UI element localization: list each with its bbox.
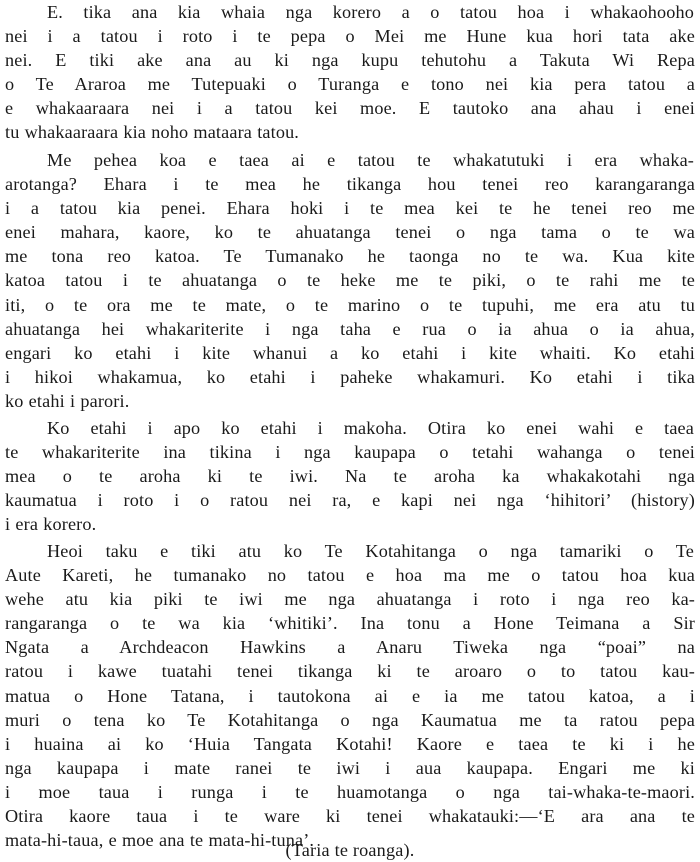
text-line: i a tatou kia penei. Ehara hoki i te mea kei te he tenei reo me bbox=[5, 198, 695, 219]
continuation-note: (Taria te roanga). bbox=[285, 840, 415, 860]
text-line: me tona reo katoa. Te Tumanako he taonga no te wa. Kua kite bbox=[5, 246, 695, 267]
text-line: ko etahi i parori. bbox=[5, 390, 130, 411]
text-line: mata-hi-taua, e moe ana te mata-hi-tuna’. bbox=[5, 830, 315, 851]
text-line: Ngata a Archdeacon Hawkins a Anaru Tiweka nga “poai” na bbox=[5, 637, 695, 658]
text-line: i moe taua i runga i te huamotanga o nga tai-whaka-te-maori. bbox=[5, 781, 695, 802]
text-line: engari ko etahi i kite whanui a ko etahi i kite whaiti. Ko etahi bbox=[5, 342, 695, 363]
text-line: nga kaupapa i mate ranei te iwi i aua kaupapa. Engari me ki bbox=[5, 757, 695, 778]
text-line: Otira kaore taua i te ware ki tenei whakatauki:—‘E ara ana te bbox=[5, 806, 695, 827]
text-line: E. tika ana kia whaia nga korero a o tatou hoa i whakaohooho bbox=[47, 2, 694, 22]
text-line: Aute Kareti, he tumanako no tatou e hoa ma me o tatou hoa kua bbox=[5, 565, 695, 586]
text-line: mea o te aroha ki te iwi. Na te aroha ka whakakotahi nga bbox=[5, 466, 695, 487]
text-line: i hikoi whakamua, ko etahi i paheke whakamuri. Ko etahi i tika bbox=[5, 366, 695, 387]
text-line: nei i a tatou i roto i te pepa o Mei me Hune kua hori tata ake bbox=[5, 26, 695, 47]
text-line: arotanga? Ehara i te mea he tikanga hou tenei reo karangaranga bbox=[5, 174, 695, 195]
paragraph-1 bbox=[0, 0, 700, 145]
text-line: ahuatanga hei whakariterite i nga taha e rua o ia ahua o ia ahua, bbox=[5, 318, 695, 339]
text-line: te whakariterite ina tikina i nga kaupapa o tetahi wahanga o tenei bbox=[5, 442, 695, 463]
text-line: kaumatua i roto i o ratou nei ra, e kapi nei nga ‘hihitori’ (history) bbox=[5, 490, 695, 511]
text-line: Ko etahi i apo ko etahi i makoha. Otira ko enei wahi e taea bbox=[47, 418, 694, 438]
text-line: wehe atu kia piki te iwi me nga ahuatanga i roto i nga reo ka- bbox=[5, 589, 695, 610]
text-line: katoa tatou i te ahuatanga o te heke me te piki, o te rahi me te bbox=[5, 270, 695, 291]
text-line: rangaranga o te wa kia ‘whitiki’. Ina tonu a Hone Teimana a Sir bbox=[5, 613, 695, 634]
text-line: tu whakaaraara kia noho mataara tatou. bbox=[5, 122, 300, 143]
paragraph-4 bbox=[0, 539, 700, 852]
text-line: muri o tena ko Te Kotahitanga o nga Kaumatua me ta ratou pepa bbox=[5, 709, 695, 730]
text-line: matua o Hone Tatana, i tautokona ai e ia me tatou katoa, a i bbox=[5, 685, 695, 706]
text-line: nei. E tiki ake ana au ki nga kupu tehutohu a Takuta Wi Repa bbox=[5, 50, 695, 71]
text-line: e whakaaraara nei i a tatou kei moe. E tautoko ana ahau i enei bbox=[5, 98, 695, 119]
text-line: ratou i kawe tuatahi tenei tikanga ki te aroaro o to tatou kau- bbox=[5, 661, 695, 682]
text-line: enei mahara, kaore, ko te ahuatanga tenei o nga tama o te wa bbox=[5, 222, 695, 243]
text-line: i era korero. bbox=[5, 514, 97, 535]
text-line: iti, o te ora me te mate, o te marino o te tupuhi, me era atu tu bbox=[5, 294, 695, 315]
text-line: Heoi taku e tiki atu ko Te Kotahitanga o nga tamariki o Te bbox=[47, 541, 694, 561]
text-line: o Te Araroa me Tutepuaki o Turanga e tono nei kia pera tatou a bbox=[5, 74, 695, 95]
text-line: i huaina ai ko ‘Huia Tangata Kotahi! Kaore e taea te ki i he bbox=[5, 733, 695, 754]
paragraph-2 bbox=[0, 148, 700, 413]
text-line: Me pehea koa e taea ai e tatou te whakatutuki i era whaka- bbox=[47, 150, 694, 170]
paragraph-3 bbox=[0, 416, 700, 536]
